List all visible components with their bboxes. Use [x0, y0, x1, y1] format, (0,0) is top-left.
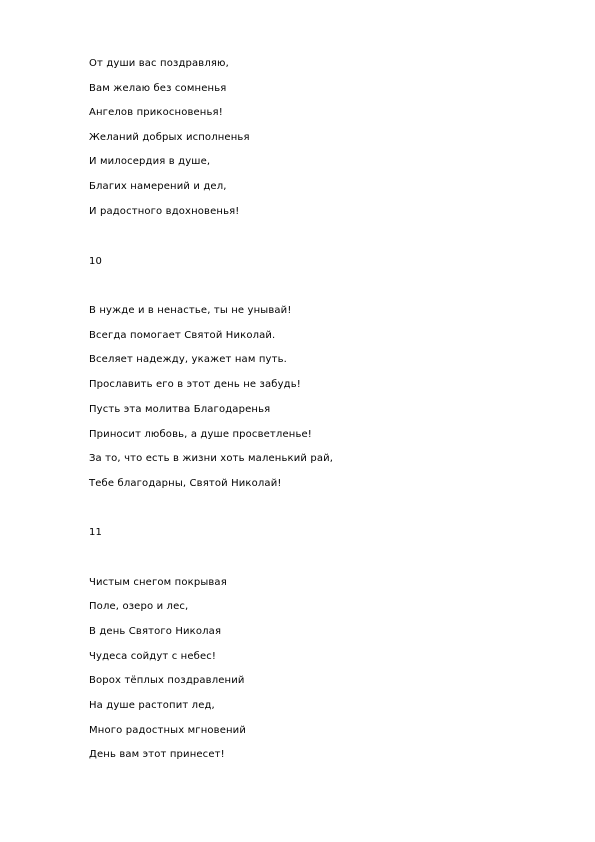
poem-line: В день Святого Николая	[89, 626, 222, 637]
poem-line: За то, что есть в жизни хоть маленький рай,	[89, 453, 334, 464]
poem-line: Всегда помогает Святой Николай.	[89, 330, 276, 341]
poem-line: Приносит любовь, а душе просветленье!	[89, 429, 312, 440]
poem-line: Вам желаю без сомненья	[89, 83, 227, 94]
poem-line: Ангелов прикосновенья!	[89, 107, 223, 118]
poem-line: В нужде и в ненастье, ты не унывай!	[89, 305, 292, 316]
poem-line: Чудеса сойдут с небес!	[89, 651, 217, 662]
poem-line: Тебе благодарны, Святой Николай!	[89, 478, 282, 489]
poem-line: На душе растопит лед,	[89, 700, 215, 711]
poem-line: Пусть эта молитва Благодаренья	[89, 404, 271, 415]
poem-number: 11	[89, 527, 103, 538]
poem-line: От души вас поздравляю,	[89, 58, 229, 69]
poem-line: Поле, озеро и лес,	[89, 601, 189, 612]
poem-line: И милосердия в душе,	[89, 156, 211, 167]
poem-line: Благих намерений и дел,	[89, 181, 227, 192]
poem-line: Ворох тёплых поздравлений	[89, 675, 245, 686]
poem-number: 10	[89, 256, 103, 267]
poem-line: Желаний добрых исполненья	[89, 132, 250, 143]
poem-line: Вселяет надежду, укажет нам путь.	[89, 354, 287, 365]
poem-line: Чистым снегом покрывая	[89, 577, 227, 588]
poem-line: Много радостных мгновений	[89, 725, 246, 736]
poem-line: День вам этот принесет!	[89, 749, 225, 760]
poem-line: И радостного вдохновенья!	[89, 206, 240, 217]
poem-line: Прославить его в этот день не забудь!	[89, 379, 301, 390]
